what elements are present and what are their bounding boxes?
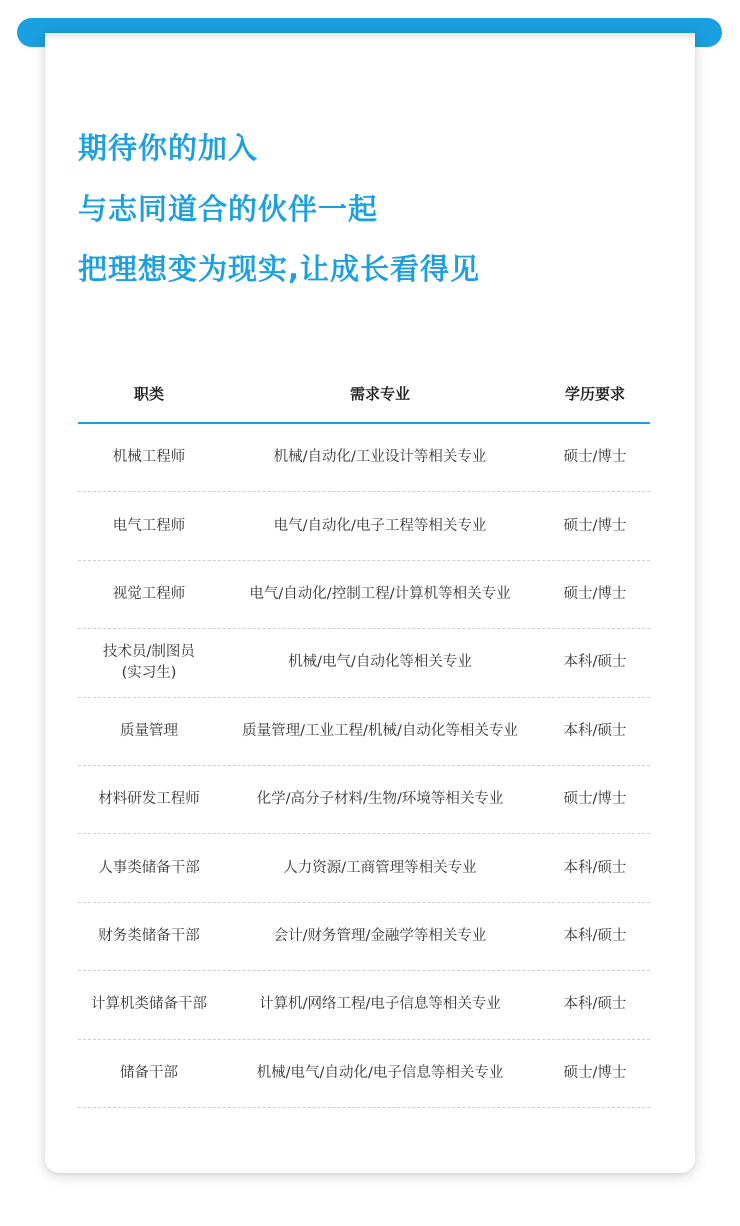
cell-category: 计算机类储备干部: [91, 996, 207, 1013]
cell-category: 视觉工程师: [112, 585, 186, 602]
cell-major: 电气/自动化/控制工程/计算机等相关专业: [249, 585, 511, 602]
cell-major: 机械/电气/自动化/电子信息等相关专业: [256, 1064, 504, 1081]
card-top-shadow: [45, 33, 695, 41]
cell-major: 计算机/网络工程/电子信息等相关专业: [259, 996, 501, 1013]
header-category: 职类: [133, 385, 164, 403]
cell-degree: 本科/硕士: [563, 654, 627, 671]
cell-degree: 硕士/博士: [563, 1064, 627, 1081]
table-row: [78, 698, 650, 766]
cell-major: 机械/电气/自动化等相关专业: [288, 654, 472, 671]
cell-major: 会计/财务管理/金融学等相关专业: [273, 927, 487, 944]
table-row: [78, 766, 650, 834]
cell-degree: 硕士/博士: [563, 585, 627, 602]
cell-category: 质量管理: [120, 722, 178, 739]
cell-category: 财务类储备干部: [98, 927, 200, 944]
table-row: [78, 424, 650, 492]
table-row: [78, 834, 650, 902]
headline-line-1: 期待你的加入: [78, 131, 259, 165]
table-row: [78, 903, 650, 971]
cell-major: 机械/自动化/工业设计等相关专业: [273, 449, 487, 466]
cell-category: 技术员/制图员 (实习生): [103, 643, 195, 681]
cell-degree: 本科/硕士: [563, 722, 627, 739]
cell-degree: 硕士/博士: [563, 517, 627, 534]
cell-category: 材料研发工程师: [98, 791, 200, 808]
cell-category: 储备干部: [120, 1064, 178, 1081]
cell-degree: 本科/硕士: [563, 927, 627, 944]
recruitment-table: [78, 365, 650, 1108]
cell-degree: 本科/硕士: [563, 859, 627, 876]
header-major: 需求专业: [349, 385, 410, 403]
cell-major: 人力资源/工商管理等相关专业: [283, 859, 477, 876]
cell-major: 质量管理/工业工程/机械/自动化等相关专业: [242, 722, 518, 739]
cell-degree: 硕士/博士: [563, 449, 627, 466]
header-degree: 学历要求: [564, 385, 625, 403]
table-row: [78, 492, 650, 560]
cell-category: 人事类储备干部: [98, 859, 200, 876]
headline-line-2: 与志同道合的伙伴一起: [78, 192, 379, 226]
cell-category: 电气工程师: [112, 517, 186, 534]
table-row: [78, 971, 650, 1039]
cell-degree: 硕士/博士: [563, 791, 627, 808]
table-header-row: [78, 365, 650, 424]
cell-major: 化学/高分子材料/生物/环境等相关专业: [256, 791, 504, 808]
cell-category: 机械工程师: [112, 449, 186, 466]
headline-line-3: 把理想变为现实,让成长看得见: [78, 252, 481, 286]
table-row: [78, 629, 650, 697]
cell-major: 电气/自动化/电子工程等相关专业: [273, 517, 487, 534]
table-row: [78, 1040, 650, 1108]
table-row: [78, 561, 650, 629]
cell-degree: 本科/硕士: [563, 996, 627, 1013]
